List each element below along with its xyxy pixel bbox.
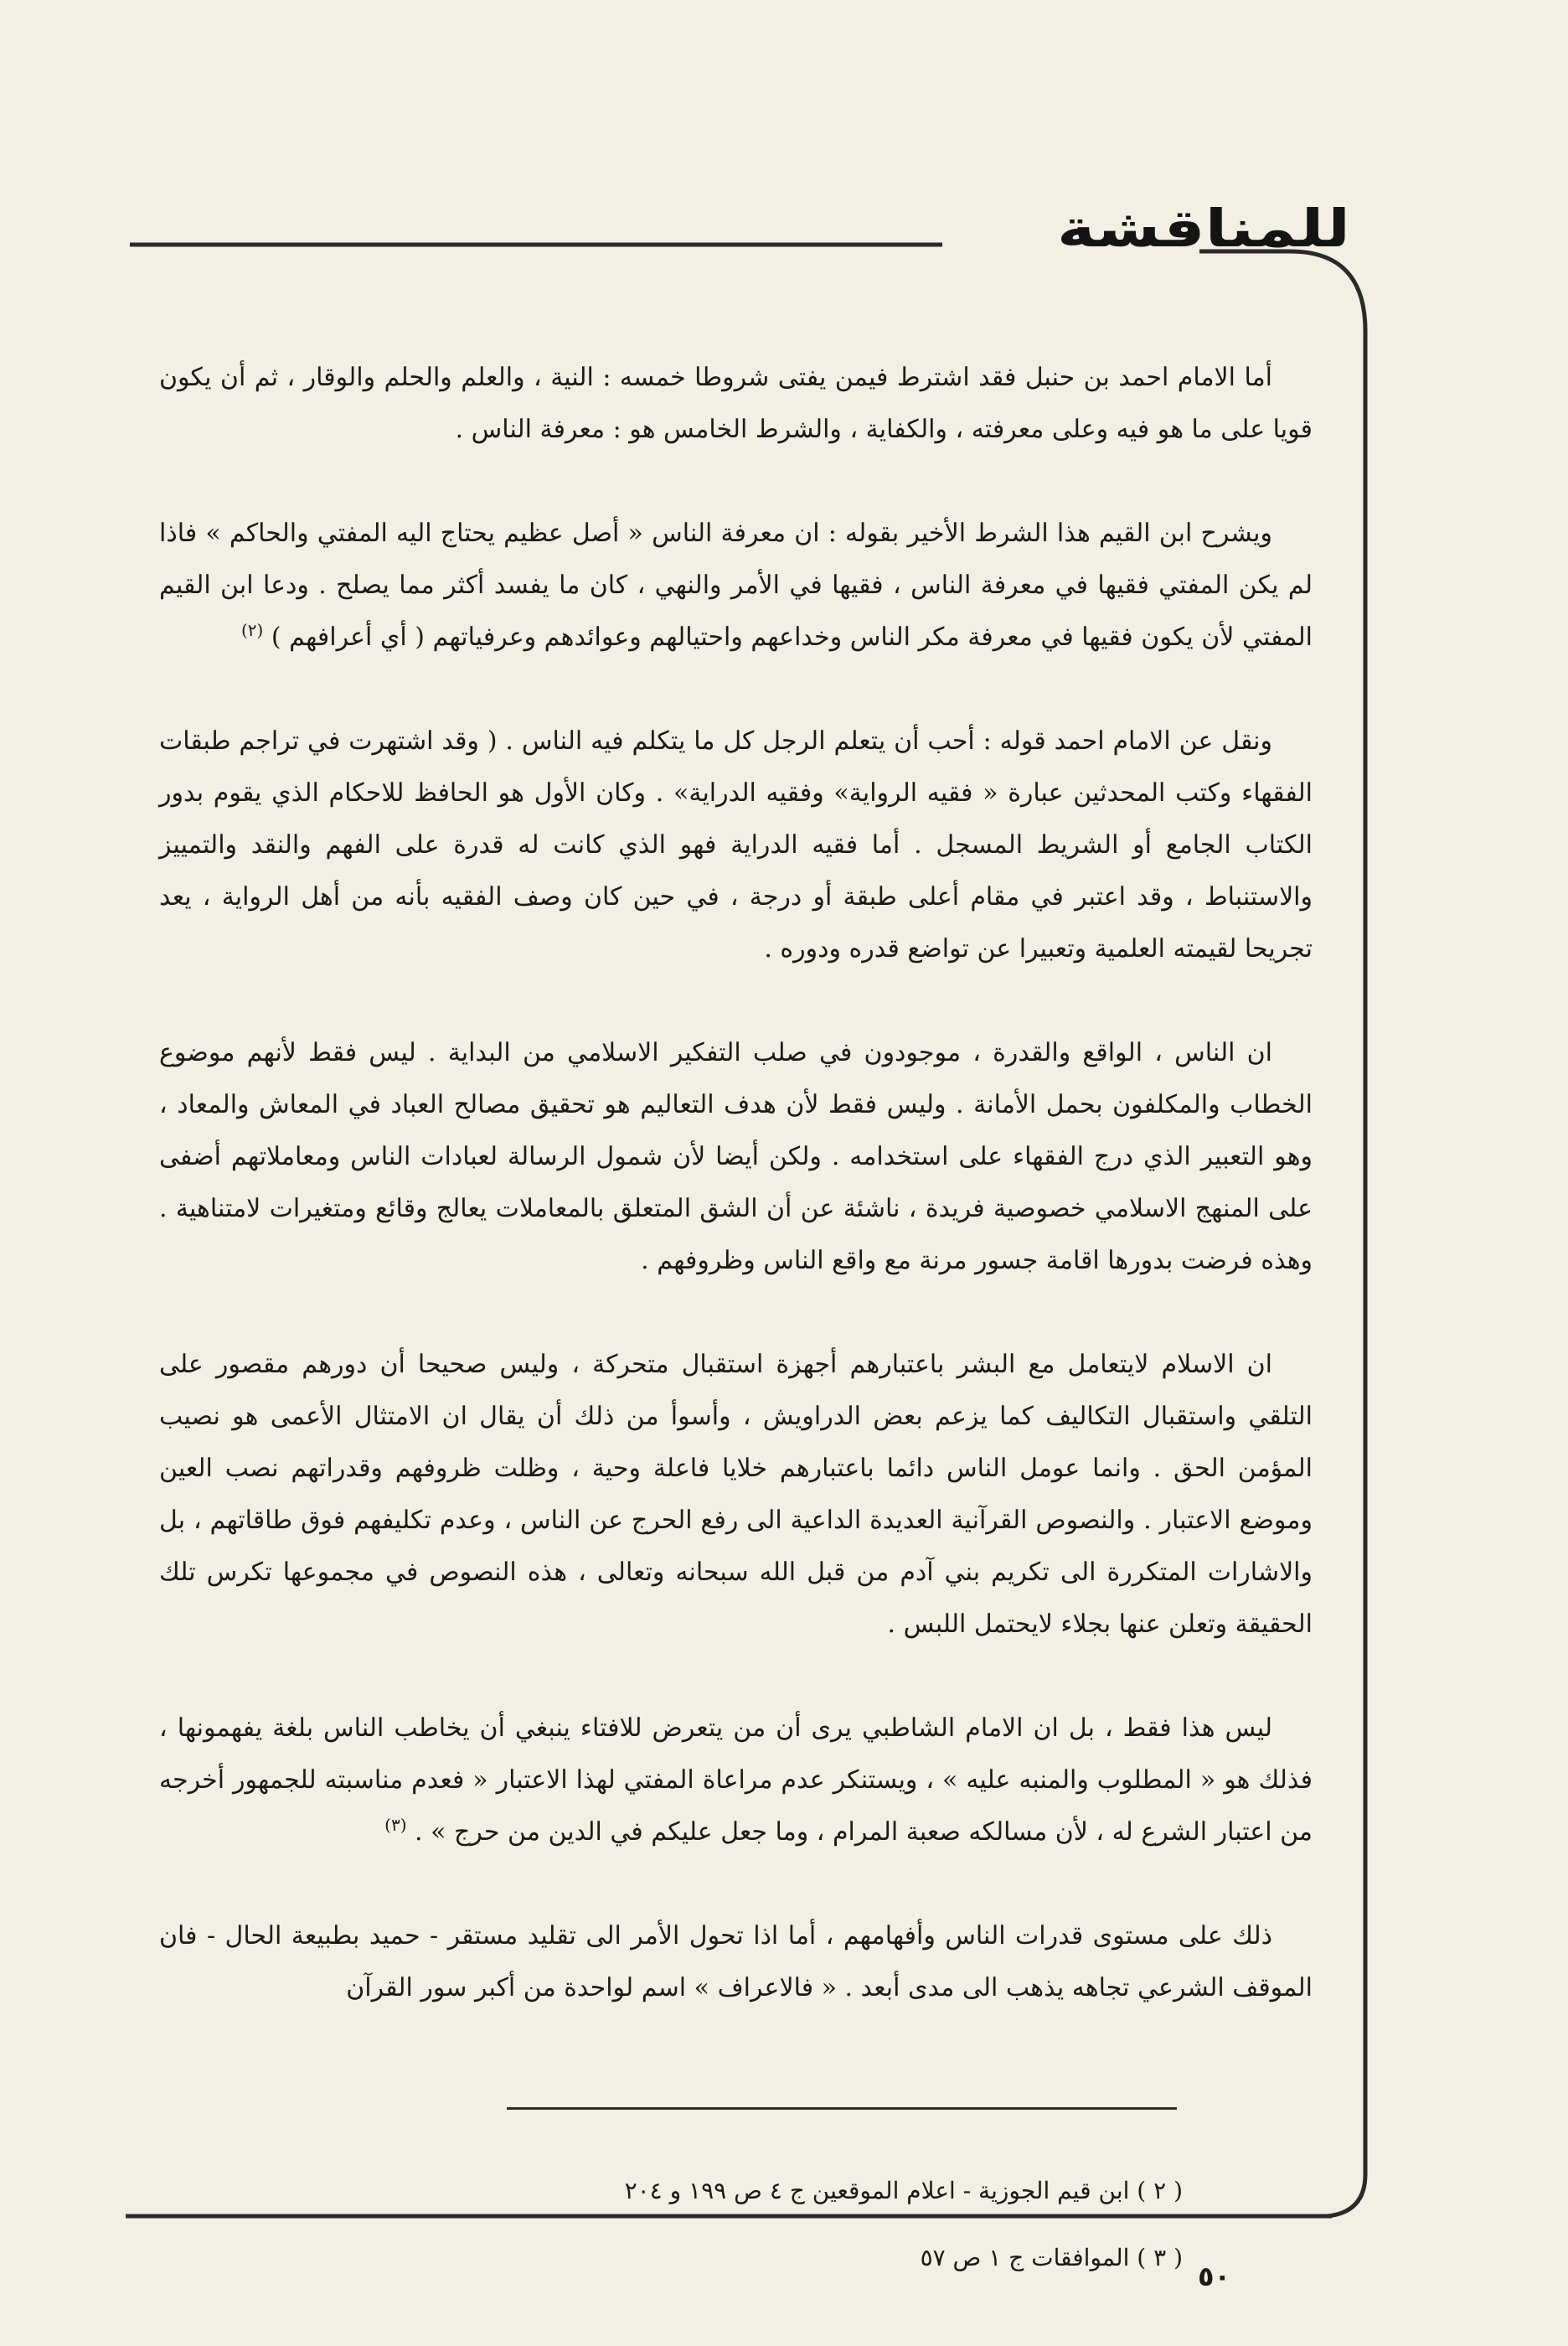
- footnote-separator: [507, 2107, 1177, 2110]
- article-body: [159, 352, 1313, 2066]
- paragraph: أما الامام احمد بن حنبل فقد اشترط فيمن يفتى شروطا خمسه : النية ، والعلم والحلم والوقار ، ثم أن يكون قويا على ما هو فيه وعلى معرفته ، والكفاية ، والشرط الخامس هو : معرفة الناس .: [159, 363, 1313, 444]
- paragraph: ونقل عن الامام احمد قوله : أحب أن يتعلم الرجل كل ما يتكلم فيه الناس . ( وقد اشتهرت في تراجم طبقات الفقهاء وكتب المحدثين عبارة « فقيه الرواية» وفقيه الدراية» . وكان الأول هو الحافظ للاحكام الذي يقوم بدور الكتاب الجامع أو الشريط المسجل . أما فقيه الدراية فهو الذي كانت له قدرة على الفهم والنقد والتمييز والاستنباط ، وقد اعتبر في مقام أعلى طبقة أو درجة ، في حين كان وصف الفقيه بأنه من أهل الرواية ، يعد تجريحا لقيمته العلمية وتعبيرا عن تواضع قدره ودوره .: [159, 726, 1313, 964]
- footnote-reference: (٣): [384, 1815, 407, 1835]
- magazine-section-logo: للمناقشة: [1056, 198, 1350, 259]
- footnote-reference: (٢): [240, 620, 264, 640]
- paragraph: ليس هذا فقط ، بل ان الامام الشاطبي يرى أن من يتعرض للافتاء ينبغي أن يخاطب الناس بلغة يفهمونها ، فذلك هو « المطلوب والمنبه عليه » ، ويستنكر عدم مراعاة المفتي لهذا الاعتبار « فعدم مناسبته للجمهور أخرجه من اعتبار الشرع له ، لأن مسالكه صعبة المرام ، وما جعل عليكم في الدين من حرج » . $^{(٣)}$: [159, 1713, 1313, 1847]
- footnote: ( ٣ ) الموافقات ج ١ ص ٥٧: [920, 2244, 1183, 2271]
- paragraph: ويشرح ابن القيم هذا الشرط الأخير بقوله : ان معرفة الناس « أصل عظيم يحتاج اليه المفتي والحاكم » فاذا لم يكن المفتي فقيها في معرفة الناس ، فقيها في الأمر والنهي ، كان ما يفسد أكثر مما يصلح . ودعا ابن القيم المفتي لأن يكون فقيها في معرفة مكر الناس وخداعهم واحتيالهم وعوائدهم وعرفياتهم ( أي أعرافهم ) $^{(٢)}$: [159, 519, 1313, 652]
- paragraph: ان الاسلام لايتعامل مع البشر باعتبارهم أجهزة استقبال متحركة ، وليس صحيحا أن دورهم مقصور على التلقي واستقبال التكاليف كما يزعم بعض الدراويش ، وأسوأ من ذلك أن يقال ان الامتثال الأعمى هو نصيب المؤمن الحق . وانما عومل الناس دائما باعتبارهم خلايا فاعلة وحية ، وظلت ظروفهم وقدراتهم نصب العين وموضع الاعتبار . والنصوص القرآنية العديدة الداعية الى رفع الحرج عن الناس ، وعدم تكليفهم فوق طاقاتهم ، بل والاشارات المتكررة الى تكريم بني آدم من قبل الله سبحانه وتعالى ، هذه النصوص في مجموعها تكرس تلك الحقيقة وتعلن عنها بجلاء لايحتمل اللبس .: [159, 1350, 1313, 1639]
- paragraph: ان الناس ، الواقع والقدرة ، موجودون في صلب التفكير الاسلامي من البداية . ليس فقط لأنهم موضوع الخطاب والمكلفون بحمل الأمانة . وليس فقط لأن هدف التعاليم هو تحقيق مصالح العباد في المعاش والمعاد ، وهو التعبير الذي درج الفقهاء على استخدامه . ولكن أيضا لأن شمول الرسالة لعبادات الناس ومعاملاتهم أضفى على المنهج الاسلامي خصوصية فريدة ، ناشئة عن أن الشق المتعلق بالمعاملات يعالج وقائع ومتغيرات لامتناهية . وهذه فرضت بدورها اقامة جسور مرنة مع واقع الناس وظروفهم .: [159, 1038, 1313, 1275]
- footnotes: [429, 2157, 1183, 2292]
- footnote: ( ٢ ) ابن قيم الجوزية - اعلام الموقعين ج ٤ ص ١٩٩ و ٢٠٤: [624, 2177, 1183, 2204]
- page-number: ٥٠: [1198, 2261, 1231, 2292]
- paragraph: ذلك على مستوى قدرات الناس وأفهامهم ، أما اذا تحول الأمر الى تقليد مستقر - حميد بطبيعة الحال - فان الموقف الشرعي تجاهه يذهب الى مدى أبعد . « فالاعراف » اسم لواحدة من أكبر سور القرآن: [159, 1921, 1313, 2002]
